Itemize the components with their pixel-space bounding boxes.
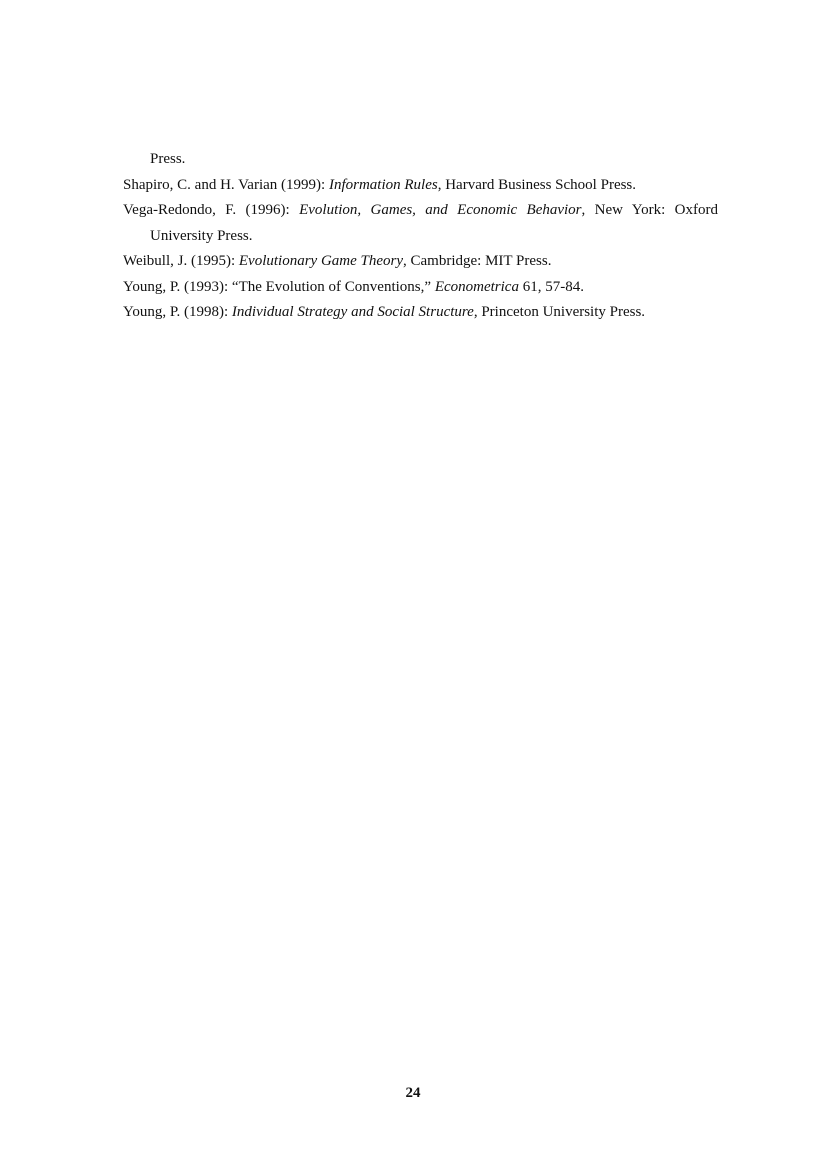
reference-entry: [123, 249, 718, 275]
reference-title: Evolutionary Game Theory: [238, 253, 404, 269]
reference-title: Econometrica: [434, 278, 519, 295]
reference-publisher: 61, 57-84.: [518, 278, 584, 295]
reference-author: Young, P. (1993): “The Evolution of Conventions,”: [123, 278, 435, 295]
page-number: 24: [405, 1085, 421, 1101]
reference-publisher: , Cambridge: MIT Press.: [403, 253, 552, 269]
reference-entry: [123, 300, 718, 326]
reference-entry: [123, 275, 718, 301]
reference-text: Press.: [150, 151, 186, 167]
reference-entry: [123, 198, 718, 249]
reference-title: Evolution, Games, and Economic Behavior: [299, 202, 582, 218]
reference-publisher: , Princeton University Press.: [473, 304, 646, 320]
reference-title: Information Rules: [328, 176, 438, 193]
reference-author: Vega-Redondo, F. (1996):: [123, 202, 300, 218]
reference-author: Weibull, J. (1995):: [123, 253, 239, 269]
reference-author: Shapiro, C. and H. Varian (1999):: [123, 176, 329, 193]
reference-list: [123, 147, 718, 326]
reference-author: Young, P. (1998):: [123, 304, 232, 320]
reference-entry: [123, 173, 718, 199]
reference-publisher: , New York: Oxford University Press.: [150, 202, 718, 244]
reference-entry: [123, 147, 718, 173]
reference-publisher: , Harvard Business School Press.: [437, 176, 637, 193]
reference-title: Individual Strategy and Social Structure: [231, 304, 474, 320]
